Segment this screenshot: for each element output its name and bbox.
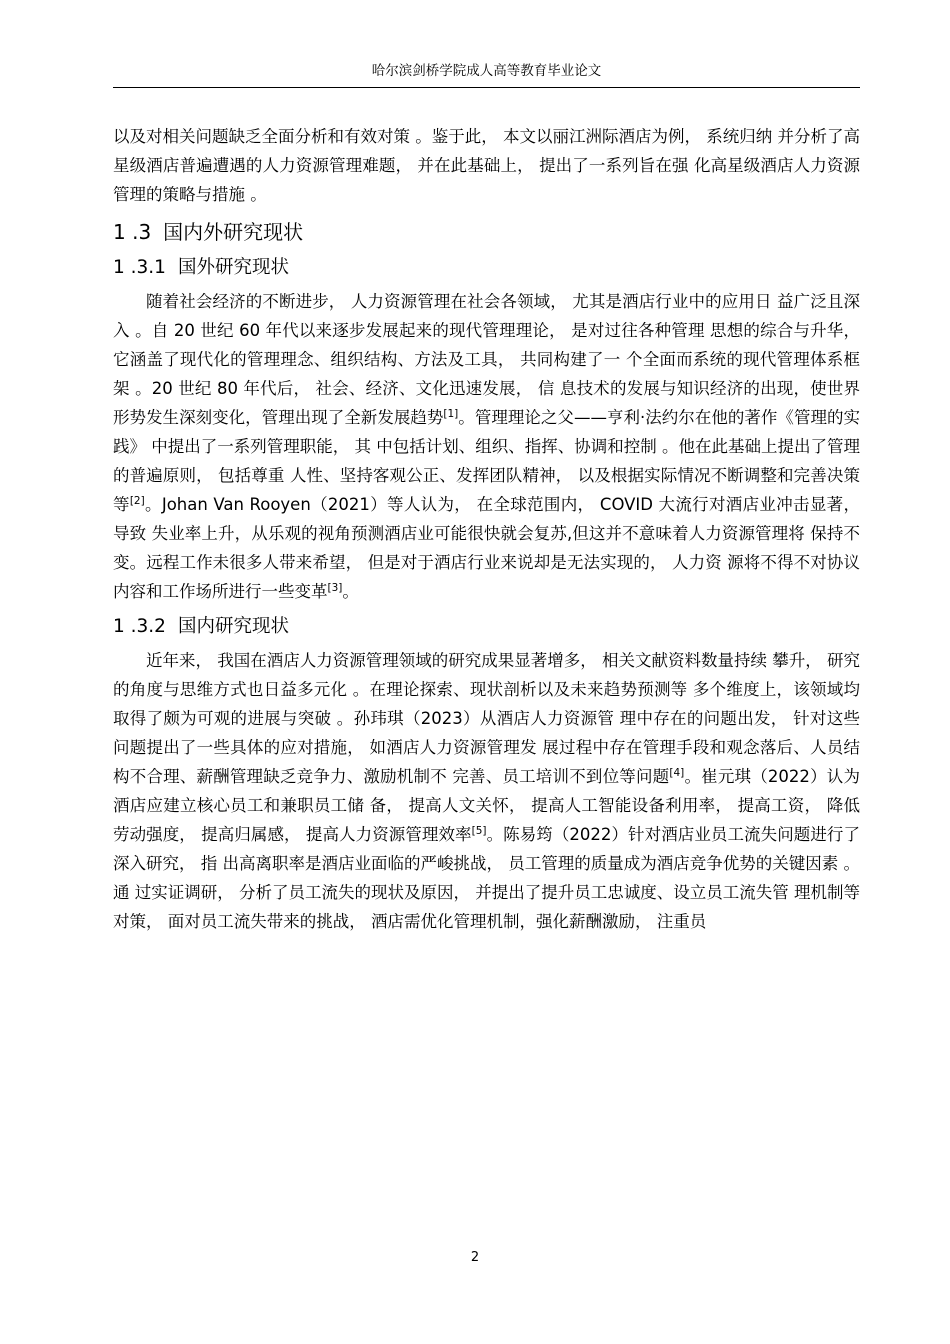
page-body [113, 122, 860, 936]
paragraph-text: 。管理理论之父——亨利·法约尔在他的著作《管理的实践》 中提出了一系列管理职能， 其 中包括计划、组织、指挥、协调和控制 。他在此基础上提出了管理的普遍原则， 包括尊重 人性、坚持客观公正、发挥团队精神， 以及根据实际情况不断调整和完善决策等 [113, 408, 861, 514]
section-heading-1-3-1 [113, 253, 860, 283]
citation-ref[interactable]: [2] [129, 495, 145, 507]
paragraph-text: 近年来， 我国在酒店人力资源管理领域的研究成果显著增多， 相关文献资料数量持续 攀升， 研究的角度与思维方式也日益多元化 。在理论探索、现状剖析以及未来趋势预测等 多个维度上，该领域均取得了颇为可观的进展与突破 。孙玮琪（2023）从酒店人力资源管 理中存在的问题出发， 针对这些问题提出了一些具体的应对措施， 如酒店人力资源管理发 展过程中存在管理手段和观念落后、人员结构不合理、薪酬管理缺乏竞争力、激励机制不 完善、员工培训不到位等问题 [113, 651, 860, 786]
paragraph-text: 。Johan Van Rooyen（2021）等人认为， 在全球范围内， COVID 大流行对酒店业冲击显著， 导致 失业率上升，从乐观的视角预测酒店业可能很快就会复苏,但这并不意味着人力资源管理将 保持不变。远程工作未很多人带来希望， 但是对于酒店行业来说却是无法实现的， 人力资 源将不得不对协议内容和工作场所进行一些变革 [113, 495, 861, 601]
paragraph-text: 。崔元琪（2022）认为酒店应建立核心员工和兼职员工储 备， 提高人文关怀， 提高人工智能设备利用率， 提高工资， 降低劳动强度， 提高归属感， 提高人力资源管理效率 [113, 767, 860, 844]
citation-ref[interactable]: [5] [471, 825, 487, 837]
subsection-number: 1 .3.1 [113, 257, 166, 278]
foreign-research-paragraph [113, 287, 860, 606]
paragraph-text: 。 [342, 582, 359, 601]
page-number: 2 [470, 1250, 480, 1265]
subsection-title: 国外研究现状 [177, 257, 289, 278]
citation-ref[interactable]: [1] [443, 408, 459, 420]
paragraph-text: 。陈易筠（2022）针对酒店业员工流失问题进行了深入研究， 指 出高离职率是酒店业面临的严峻挑战， 员工管理的质量成为酒店竞争优势的关键因素 。通 过实证调研， 分析了员工流失的现状及原因， 并提出了提升员工忠诚度、设立员工流失管 理机制等对策， 面对员工流失带来的挑战， 酒店需优化管理机制，强化薪酬激励， 注重员 [113, 825, 860, 931]
subsection-title: 国内研究现状 [177, 616, 289, 637]
citation-ref[interactable]: [4] [669, 767, 685, 779]
section-number: 1 .3 [113, 220, 152, 244]
header-divider [113, 87, 860, 88]
section-heading-1-3-2 [113, 612, 860, 642]
paragraph-text: 随着社会经济的不断进步， 人力资源管理在社会各领域， 尤其是酒店行业中的应用日 益广泛且深入 。自 20 世纪 60 年代以来逐步发展起来的现代管理理论， 是对过往各种管理 思想的综合与升华， 它涵盖了现代化的管理理念、组织结构、方法及工具， 共同构建了一 个全面而系统的现代管理体系框架 。20 世纪 80 年代后， 社会、经济、文化迅速发展， 信 息技术的发展与知识经济的出现，使世界形势发生深刻变化，管理出现了全新发展趋势 [113, 292, 860, 427]
domestic-research-paragraph [113, 646, 860, 936]
section-title: 国内外研究现状 [163, 220, 304, 244]
citation-ref[interactable]: [3] [327, 582, 343, 594]
section-heading-1-3 [113, 217, 860, 247]
intro-paragraph: 以及对相关问题缺乏全面分析和有效对策 。鉴于此， 本文以丽江洲际酒店为例， 系统归纳 并分析了高星级酒店普遍遭遇的人力资源管理难题， 并在此基础上， 提出了一系列旨在强 化高星级酒店人力资源管理的策略与措施 。 [113, 127, 860, 204]
subsection-number: 1 .3.2 [113, 616, 166, 637]
running-header: 哈尔滨剑桥学院成人高等教育毕业论文 [371, 63, 602, 79]
